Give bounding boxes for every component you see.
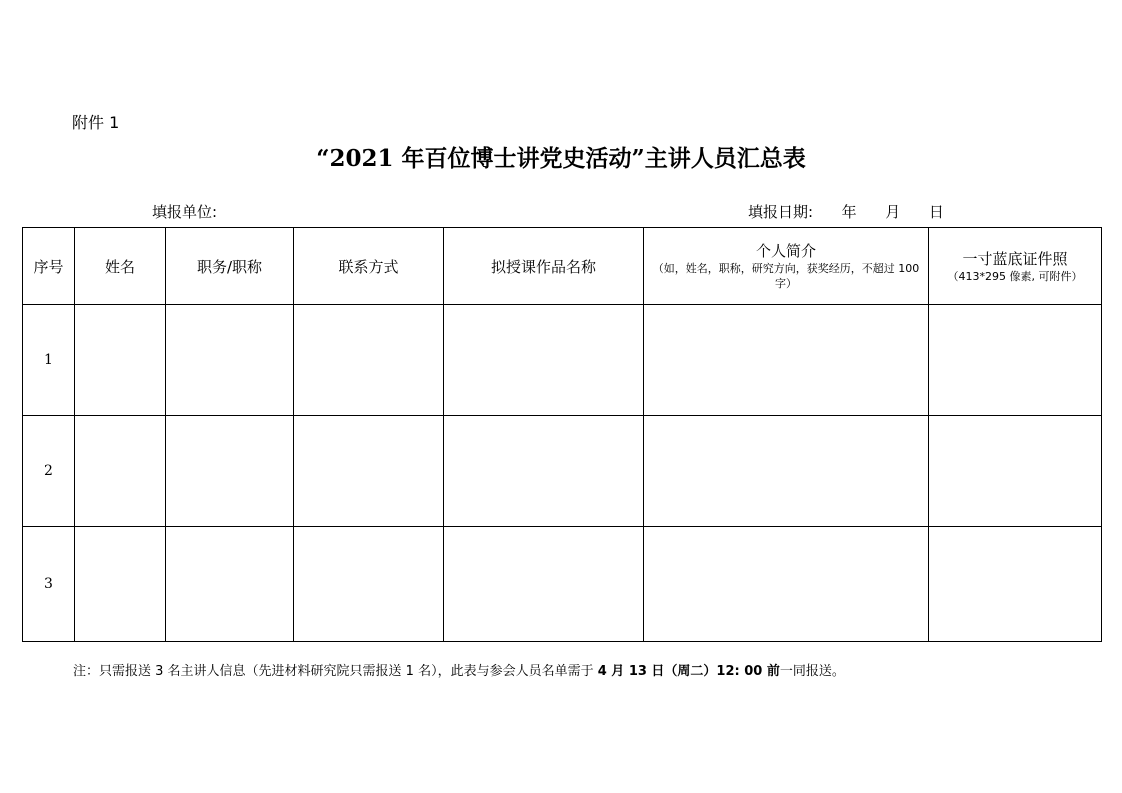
header-bio: [644, 228, 929, 305]
photo-cell[interactable]: [929, 527, 1102, 642]
row-seq: 3: [23, 527, 75, 642]
contact-cell[interactable]: [294, 527, 444, 642]
course-cell[interactable]: [444, 416, 644, 527]
footnote: [73, 660, 845, 679]
footnote-prefix: 注：只需报送 3 名主讲人信息（先进材料研究院只需报送 1 名），此表与参会人员名单需于: [73, 664, 598, 679]
report-date-label: 填报日期:: [748, 203, 814, 221]
photo-cell[interactable]: [929, 416, 1102, 527]
course-cell[interactable]: [444, 305, 644, 416]
report-date-year: 年: [841, 203, 857, 221]
footnote-suffix: 一同报送。: [779, 664, 845, 679]
row-seq: 2: [23, 416, 75, 527]
bio-cell[interactable]: [644, 416, 929, 527]
bio-cell[interactable]: [644, 527, 929, 642]
report-date: [748, 201, 944, 222]
name-cell[interactable]: [75, 527, 166, 642]
row-seq: 1: [23, 305, 75, 416]
header-course: 拟授课作品名称: [444, 228, 644, 305]
attachment-label: 附件 1: [72, 113, 120, 132]
page-title: “2021 年百位博士讲党史活动”主讲人员汇总表: [316, 145, 806, 172]
name-cell[interactable]: [75, 416, 166, 527]
bio-cell[interactable]: [644, 305, 929, 416]
name-cell[interactable]: [75, 305, 166, 416]
contact-cell[interactable]: [294, 305, 444, 416]
report-date-month: 月: [885, 203, 901, 221]
contact-cell[interactable]: [294, 416, 444, 527]
photo-cell[interactable]: [929, 305, 1102, 416]
course-cell[interactable]: [444, 527, 644, 642]
table-row: [23, 527, 1102, 642]
header-name: 姓名: [75, 228, 166, 305]
table-header-row: [23, 228, 1102, 305]
summary-table: [22, 227, 1102, 642]
position-cell[interactable]: [166, 305, 294, 416]
header-photo: [929, 228, 1102, 305]
header-seq: 序号: [23, 228, 75, 305]
report-date-day: 日: [928, 203, 944, 221]
table-row: [23, 416, 1102, 527]
header-bio-note: （如，姓名，职称，研究方向，获奖经历，不超过 100 字）: [652, 262, 920, 290]
header-contact: 联系方式: [294, 228, 444, 305]
header-photo-title: 一寸蓝底证件照: [962, 249, 1068, 268]
table-row: [23, 305, 1102, 416]
header-bio-title: 个人简介: [755, 242, 816, 260]
header-photo-note: （413*295 像素, 可附件）: [947, 269, 1083, 283]
position-cell[interactable]: [166, 416, 294, 527]
header-position: 职务/职称: [166, 228, 294, 305]
position-cell[interactable]: [166, 527, 294, 642]
report-unit-label: 填报单位:: [152, 203, 218, 221]
footnote-deadline: 4 月 13 日（周二）12: 00 前: [597, 664, 780, 679]
